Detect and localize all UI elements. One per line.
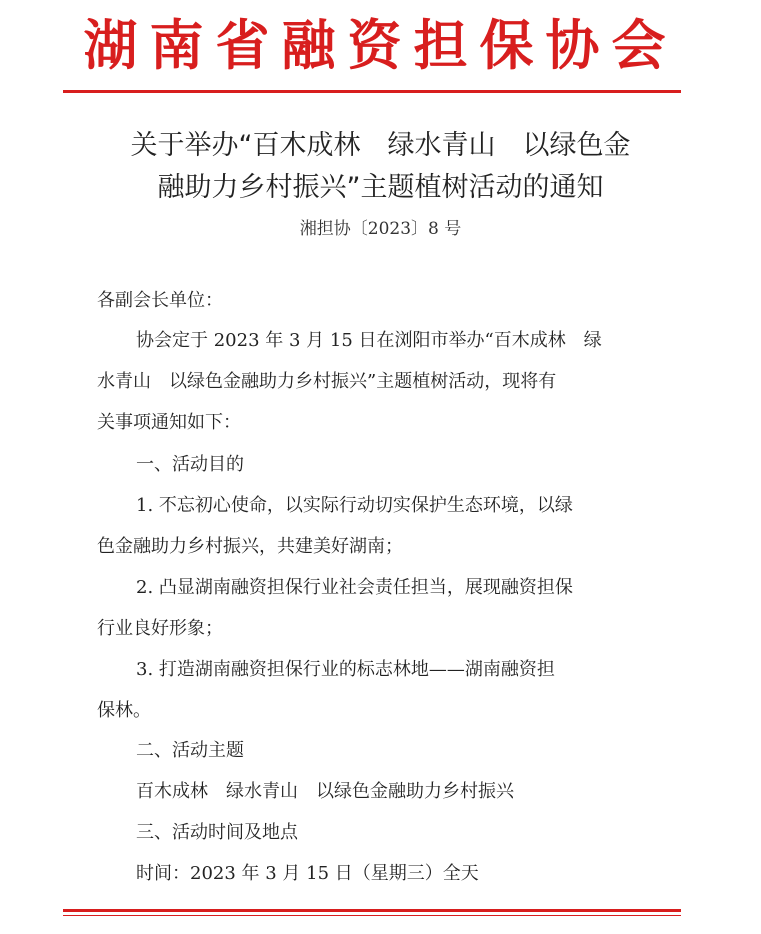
footer-rule-top xyxy=(63,909,681,912)
section-heading-theme: 二、活动主题 xyxy=(136,740,244,761)
purpose-item-3: 3. 打造湖南融资担保行业的标志林地——湖南融资担 xyxy=(136,659,555,680)
intro-line: 关事项通知如下： xyxy=(97,412,241,433)
header-divider xyxy=(63,90,681,93)
event-time: 时间：2023 年 3 月 15 日（星期三）全天 xyxy=(136,863,479,884)
purpose-item-1: 1. 不忘初心使命，以实际行动切实保护生态环境，以绿 xyxy=(136,495,573,516)
footer-rule-bottom xyxy=(63,915,681,916)
notice-title-line2: 融助力乡村振兴”主题植树活动的通知 xyxy=(157,172,604,203)
section-heading-time-place: 三、活动时间及地点 xyxy=(136,822,298,843)
notice-title-line1: 关于举办“百木成林 绿水青山 以绿色金 xyxy=(130,130,631,161)
purpose-item-3-cont: 保林。 xyxy=(97,700,151,721)
section-heading-purpose: 一、活动目的 xyxy=(136,454,244,475)
purpose-item-2-cont: 行业良好形象； xyxy=(97,618,223,639)
organization-header: 湖南省融资担保协会 xyxy=(83,13,678,77)
salutation: 各副会长单位： xyxy=(97,290,223,311)
intro-line: 协会定于 2023 年 3 月 15 日在浏阳市举办“百木成林 绿 xyxy=(136,330,602,351)
purpose-item-1-cont: 色金融助力乡村振兴，共建美好湖南； xyxy=(97,536,403,557)
purpose-item-2: 2. 凸显湖南融资担保行业社会责任担当，展现融资担保 xyxy=(136,577,573,598)
document-number: 湘担协〔2023〕8 号 xyxy=(299,219,462,239)
intro-line: 水青山 以绿色金融助力乡村振兴”主题植树活动，现将有 xyxy=(97,371,557,392)
theme-text: 百木成林 绿水青山 以绿色金融助力乡村振兴 xyxy=(136,781,514,802)
